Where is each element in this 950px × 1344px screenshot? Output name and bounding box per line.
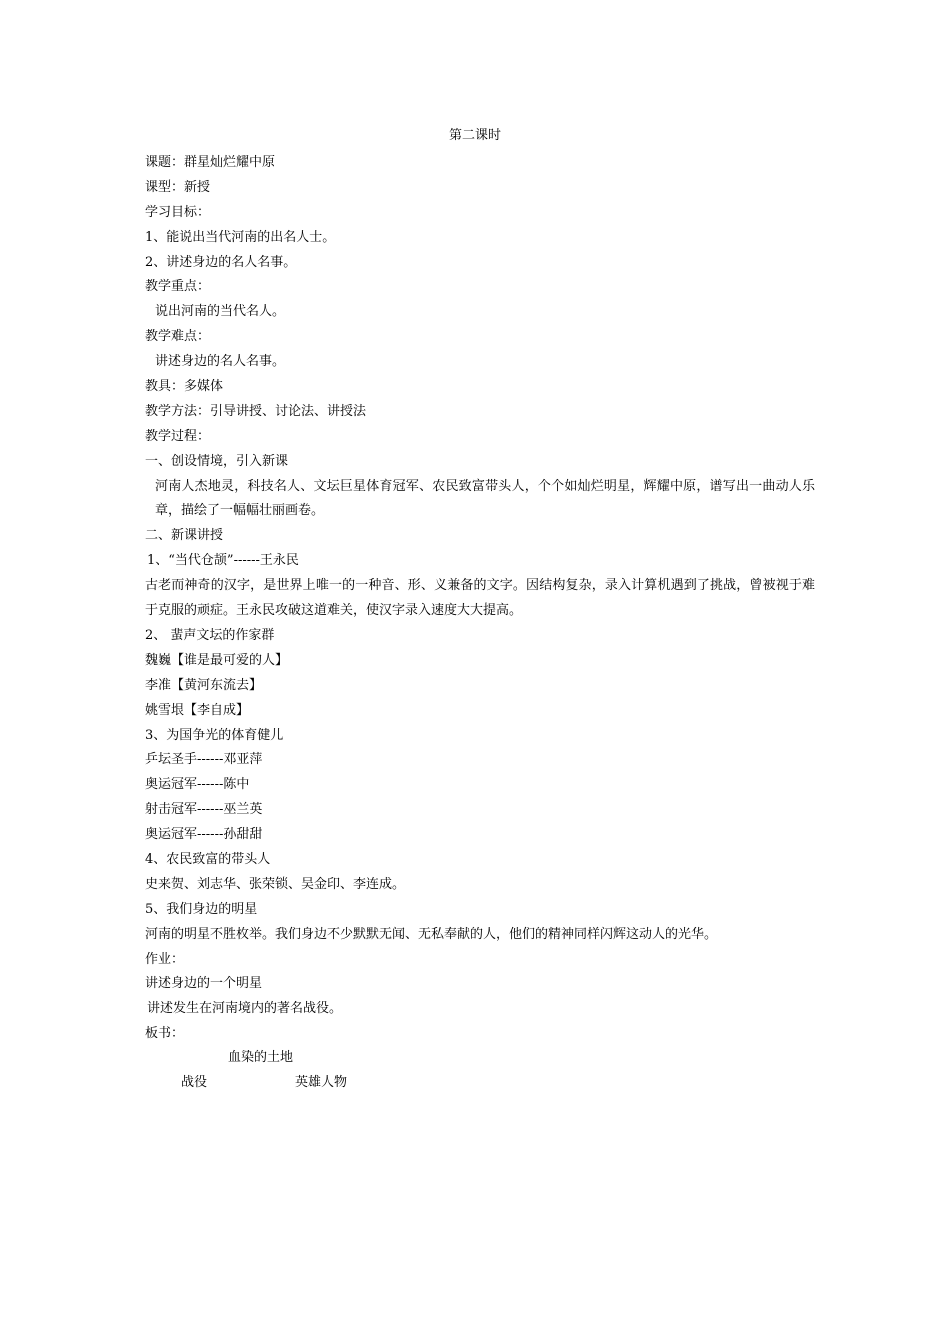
homework-2: 讲述发生在河南境内的著名战役。 bbox=[147, 1001, 343, 1017]
item-4-heading: 4、农民致富的带头人 bbox=[145, 851, 271, 867]
item-1-paragraph: 古老而神奇的汉字，是世界上唯一的一种音、形、义兼备的文字。因结构复杂，录入计算机遇到了挑战，曾被视于难于克服的顽症。王永民攻破这道难关，使汉字录入速度大大提高。 bbox=[145, 578, 815, 619]
lesson-title: 第二课时 bbox=[448, 128, 501, 143]
athlete-4: 奥运冠军------孙甜甜 bbox=[145, 827, 263, 843]
learning-goal-1: 1、能说出当代河南的出名人士。 bbox=[145, 229, 336, 245]
athlete-1: 乒坛圣手------邓亚萍 bbox=[145, 752, 263, 768]
athlete-3: 射击冠军------巫兰英 bbox=[145, 802, 263, 818]
item-5-heading: 5、我们身边的明星 bbox=[145, 901, 258, 917]
blackboard-title: 血染的土地 bbox=[228, 1050, 294, 1065]
lesson-topic: 课题：群星灿烂耀中原 bbox=[145, 155, 276, 170]
section-1-heading: 一、创设情境，引入新课 bbox=[145, 453, 289, 469]
document-body bbox=[145, 151, 815, 1047]
item-2-heading: 2、 蜚声文坛的作家群 bbox=[145, 627, 275, 643]
key-points-text: 说出河南的当代名人。 bbox=[155, 304, 286, 320]
key-points-heading: 教学重点： bbox=[145, 279, 211, 295]
homework-heading: 作业： bbox=[145, 951, 185, 967]
farmer-leaders: 史来贺、刘志华、张荣锁、吴金印、李连成。 bbox=[145, 876, 406, 892]
learning-goals-heading: 学习目标： bbox=[145, 204, 211, 220]
writer-weiwei: 魏巍【谁是最可爱的人】 bbox=[145, 652, 289, 668]
item-5-paragraph: 河南的明星不胜枚举。我们身边不少默默无闻、无私奉献的人，他们的精神同样闪辉这动人的光华。 bbox=[145, 926, 718, 942]
teaching-aids: 教具：多媒体 bbox=[145, 379, 224, 395]
blackboard-heading: 板书： bbox=[145, 1026, 185, 1042]
difficulties-heading: 教学难点： bbox=[145, 329, 211, 345]
item-1-heading: 1、“当代仓颉”------王永民 bbox=[147, 553, 299, 569]
athlete-2: 奥运冠军------陈中 bbox=[145, 777, 250, 793]
homework-1: 讲述身边的一个明星 bbox=[145, 976, 263, 992]
blackboard-heroes: 英雄人物 bbox=[295, 1075, 348, 1090]
difficulties-text: 讲述身边的名人名事。 bbox=[155, 354, 286, 370]
learning-goal-2: 2、讲述身边的名人名事。 bbox=[145, 254, 297, 270]
writer-lizhun: 李准【黄河东流去】 bbox=[145, 677, 263, 693]
writer-yaoxueyin: 姚雪垠【李自成】 bbox=[145, 702, 250, 718]
teaching-methods: 教学方法：引导讲授、讨论法、讲授法 bbox=[145, 403, 367, 419]
section-1-paragraph: 河南人杰地灵，科技名人、文坛巨星体育冠军、农民致富带头人，个个如灿烂明星，辉耀中原，谱写出一曲动人乐章，描绘了一幅幅壮丽画卷。 bbox=[155, 478, 815, 519]
teaching-process-heading: 教学过程： bbox=[145, 428, 211, 444]
lesson-type: 课型：新授 bbox=[145, 179, 211, 195]
blackboard-battles: 战役 bbox=[181, 1075, 208, 1090]
section-2-heading: 二、新课讲授 bbox=[145, 528, 224, 544]
item-3-heading: 3、为国争光的体育健儿 bbox=[145, 727, 284, 743]
